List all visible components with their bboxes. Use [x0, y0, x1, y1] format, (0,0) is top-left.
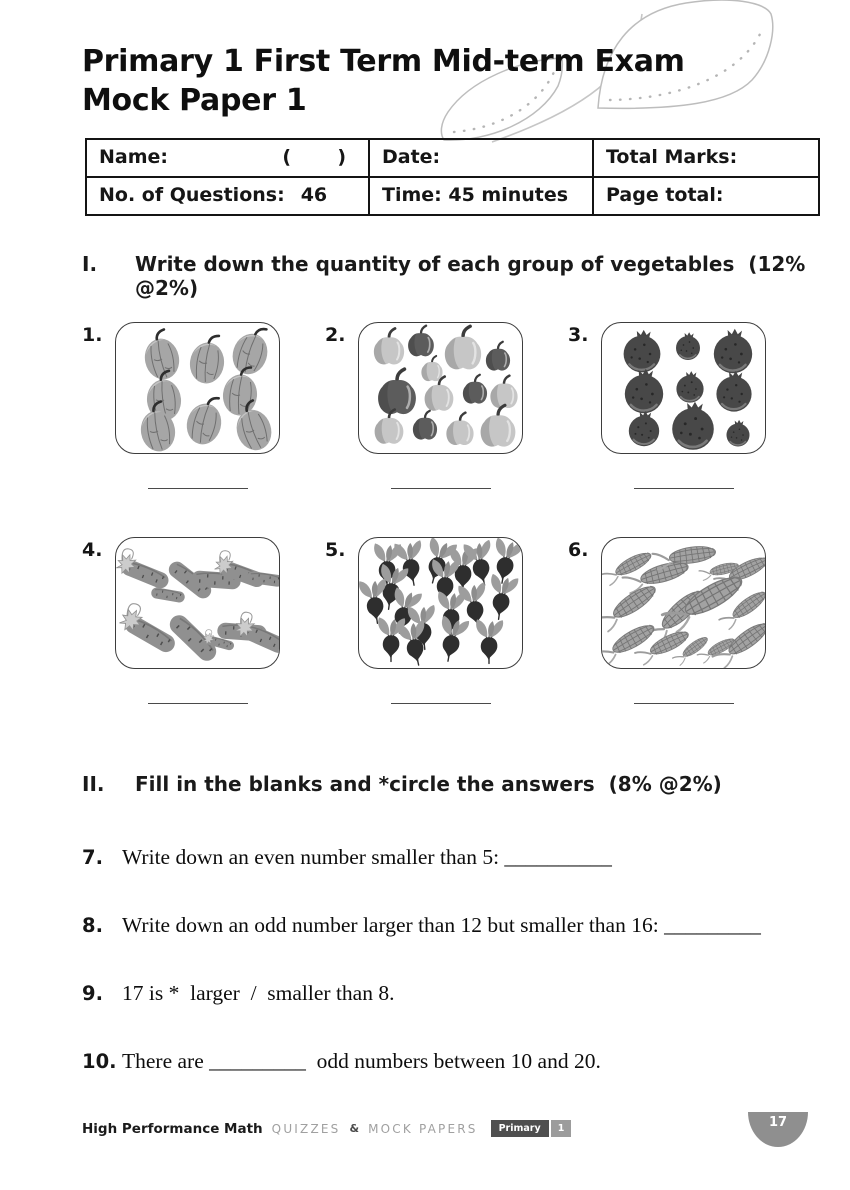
section-2-numeral: II. [82, 772, 105, 796]
question-text: There are _________ odd numbers between 10 and 20. [122, 1049, 601, 1073]
vegetable-box [358, 322, 523, 454]
question-row-10 [82, 1049, 822, 1074]
date-label: Date: [382, 146, 441, 168]
question-text: Write down an odd number larger than 12 but smaller than 16: _________ [122, 913, 761, 937]
answer-line[interactable] [148, 703, 248, 704]
name-cell [86, 139, 369, 177]
footer [82, 1120, 571, 1137]
questions-count-value: 46 [300, 184, 328, 206]
questions-count-cell [86, 177, 369, 215]
section-1-heading [82, 252, 850, 300]
question-row-7 [82, 845, 822, 870]
answer-line[interactable] [391, 488, 491, 489]
pomegranate-group-image [602, 323, 765, 453]
question-text: 17 is * larger / smaller than 8. [122, 981, 395, 1005]
name-class-paren: ( ) [282, 146, 346, 168]
page-title [82, 42, 685, 120]
section-1-text: Write down the quantity of each group of vegetables (12% @2%) [135, 252, 813, 300]
page-number-bubble [748, 1112, 808, 1147]
question-number: 3. [568, 324, 589, 346]
answer-line[interactable] [634, 703, 734, 704]
vegetable-box [601, 322, 766, 454]
counting-item-3 [568, 322, 770, 504]
ampersand: & [349, 1122, 360, 1135]
exam-info-table [85, 138, 820, 216]
series-title-mock-papers: MOCK PAPERS [368, 1121, 478, 1136]
brand-name: High Performance Math [82, 1120, 263, 1137]
watermelon-group-image [116, 323, 279, 453]
date-cell [369, 139, 593, 177]
counting-item-5 [325, 537, 527, 719]
vegetable-box [601, 537, 766, 669]
question-number: 5. [325, 539, 346, 561]
name-label: Name: [99, 146, 169, 168]
series-title-quizzes: QUIZZES [271, 1121, 341, 1136]
counting-item-2 [325, 322, 527, 504]
answer-line[interactable] [391, 703, 491, 704]
vegetable-box [358, 537, 523, 669]
answer-line[interactable] [634, 488, 734, 489]
section-2-text: Fill in the blanks and *circle the answers (8% @2%) [135, 772, 722, 796]
question-row-8 [82, 913, 822, 938]
section-1-numeral: I. [82, 252, 98, 276]
beet-group-image [359, 538, 522, 668]
vegetable-box [115, 537, 280, 669]
question-number: 9. [82, 982, 103, 1005]
cucumber-group-image [116, 538, 279, 668]
question-number: 10. [82, 1050, 117, 1073]
level-badges [491, 1120, 572, 1137]
counting-item-4 [82, 537, 284, 719]
section-2-heading [82, 772, 722, 796]
question-number: 8. [82, 914, 103, 937]
total-marks-label: Total Marks: [606, 146, 738, 168]
page-number: 17 [768, 1115, 788, 1130]
counting-item-1 [82, 322, 284, 504]
primary-badge: Primary [491, 1120, 549, 1137]
questions-count-label: No. of Questions: [99, 184, 285, 206]
question-number: 7. [82, 846, 103, 869]
page-title-line1: Primary 1 First Term Mid-term Exam [82, 44, 685, 79]
counting-item-6 [568, 537, 770, 719]
question-number: 4. [82, 539, 103, 561]
table-row [86, 177, 819, 215]
question-number: 2. [325, 324, 346, 346]
time-cell [369, 177, 593, 215]
question-number: 1. [82, 324, 103, 346]
level-number-badge: 1 [551, 1120, 572, 1137]
question-number: 6. [568, 539, 589, 561]
page-total-cell [593, 177, 819, 215]
time-label: Time: 45 minutes [382, 184, 569, 206]
page-title-line2: Mock Paper 1 [82, 83, 307, 118]
corn-group-image [602, 538, 765, 668]
vegetable-box [115, 322, 280, 454]
question-text: Write down an even number smaller than 5: __________ [122, 845, 612, 869]
table-row [86, 139, 819, 177]
answer-line[interactable] [148, 488, 248, 489]
pepper-group-image [359, 323, 522, 453]
total-marks-cell [593, 139, 819, 177]
question-row-9 [82, 981, 822, 1006]
page-total-label: Page total: [606, 184, 724, 206]
